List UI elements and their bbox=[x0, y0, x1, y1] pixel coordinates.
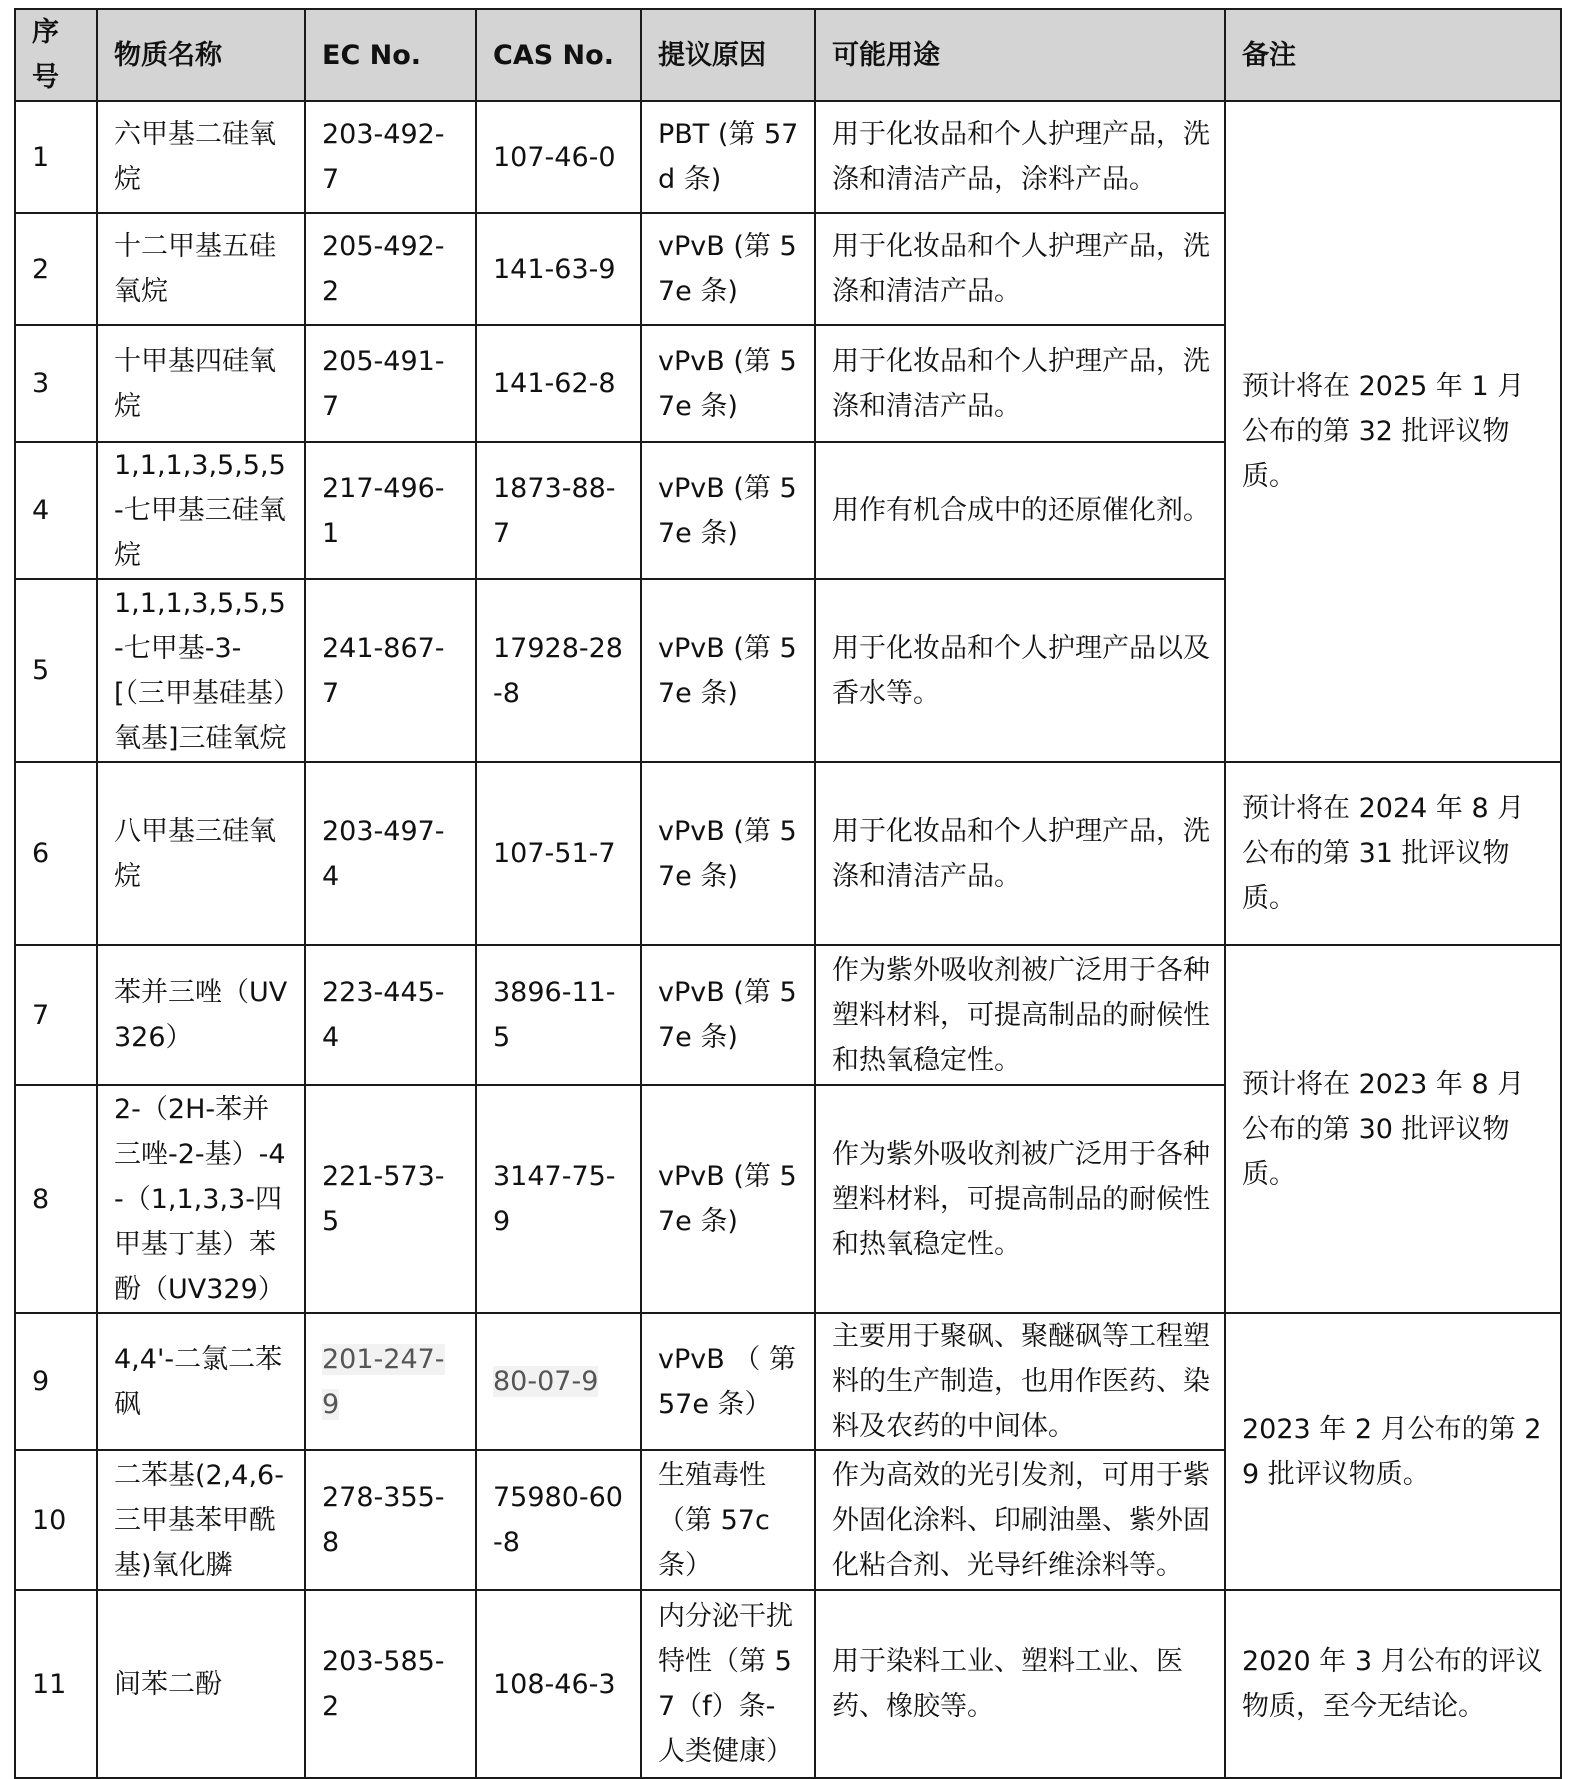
cas-number: 141-63-9 bbox=[476, 213, 641, 325]
row-number: 9 bbox=[15, 1313, 97, 1450]
header-no: 序号 bbox=[15, 9, 97, 101]
substance-name: 八甲基三硅氧烷 bbox=[97, 762, 305, 945]
row-number: 6 bbox=[15, 762, 97, 945]
possible-use: 主要用于聚砜、聚醚砜等工程塑料的生产制造，也用作医药、染料及农药的中间体。 bbox=[815, 1313, 1225, 1450]
substance-name: 苯并三唑（UV326） bbox=[97, 945, 305, 1085]
table-row bbox=[15, 1313, 1561, 1450]
cas-number: 107-51-7 bbox=[476, 762, 641, 945]
ec-number: 241-867-7 bbox=[305, 579, 476, 762]
ec-number: 203-492-7 bbox=[305, 101, 476, 213]
substance-name: 间苯二酚 bbox=[97, 1590, 305, 1778]
proposal-reason: vPvB (第 57e 条) bbox=[641, 579, 815, 762]
possible-use: 用作有机合成中的还原催化剂。 bbox=[815, 442, 1225, 579]
table-row bbox=[15, 945, 1561, 1085]
proposal-reason: vPvB (第 57e 条) bbox=[641, 325, 815, 442]
row-number: 5 bbox=[15, 579, 97, 762]
header-cas: CAS No. bbox=[476, 9, 641, 101]
cas-number-text: 80-07-9 bbox=[493, 1366, 599, 1397]
row-number: 1 bbox=[15, 101, 97, 213]
substance-name: 2-（2H-苯并三唑-2-基）-4-（1,1,3,3-四甲基丁基）苯酚（UV329） bbox=[97, 1085, 305, 1313]
cas-number: 141-62-8 bbox=[476, 325, 641, 442]
proposal-reason: vPvB (第 57e 条) bbox=[641, 442, 815, 579]
substance-name: 1,1,1,3,5,5,5-七甲基-3-[（三甲基硅基）氧基]三硅氧烷 bbox=[97, 579, 305, 762]
possible-use: 用于化妆品和个人护理产品，洗涤和清洁产品，涂料产品。 bbox=[815, 101, 1225, 213]
remark-cell: 预计将在 2024 年 8 月公布的第 31 批评议物质。 bbox=[1225, 762, 1561, 945]
row-number: 4 bbox=[15, 442, 97, 579]
possible-use: 作为紫外吸收剂被广泛用于各种塑料材料，可提高制品的耐候性和热氧稳定性。 bbox=[815, 1085, 1225, 1313]
ec-number bbox=[305, 1313, 476, 1450]
row-number: 10 bbox=[15, 1450, 97, 1590]
ec-number: 278-355-8 bbox=[305, 1450, 476, 1590]
possible-use: 作为高效的光引发剂，可用于紫外固化涂料、印刷油墨、紫外固化粘合剂、光导纤维涂料等。 bbox=[815, 1450, 1225, 1590]
row-number: 3 bbox=[15, 325, 97, 442]
possible-use: 用于化妆品和个人护理产品以及香水等。 bbox=[815, 579, 1225, 762]
row-number: 8 bbox=[15, 1085, 97, 1313]
substance-table bbox=[14, 8, 1562, 1779]
remark-cell: 2020 年 3 月公布的评议物质，至今无结论。 bbox=[1225, 1590, 1561, 1778]
ec-number-text: 201-247-9 bbox=[322, 1343, 445, 1420]
row-number: 7 bbox=[15, 945, 97, 1085]
proposal-reason: vPvB （ 第 57e 条） bbox=[641, 1313, 815, 1450]
cas-number: 108-46-3 bbox=[476, 1590, 641, 1778]
substance-name: 十二甲基五硅氧烷 bbox=[97, 213, 305, 325]
ec-number: 221-573-5 bbox=[305, 1085, 476, 1313]
cas-number: 75980-60-8 bbox=[476, 1450, 641, 1590]
cas-number: 1873-88-7 bbox=[476, 442, 641, 579]
remark-cell: 预计将在 2025 年 1 月公布的第 32 批评议物质。 bbox=[1225, 101, 1561, 762]
cas-number: 3147-75-9 bbox=[476, 1085, 641, 1313]
cas-number: 3896-11-5 bbox=[476, 945, 641, 1085]
proposal-reason: vPvB (第 57e 条) bbox=[641, 762, 815, 945]
ec-number: 205-491-7 bbox=[305, 325, 476, 442]
cas-number: 107-46-0 bbox=[476, 101, 641, 213]
ec-number: 203-497-4 bbox=[305, 762, 476, 945]
substance-name: 六甲基二硅氧烷 bbox=[97, 101, 305, 213]
possible-use: 用于化妆品和个人护理产品，洗涤和清洁产品。 bbox=[815, 213, 1225, 325]
table-row bbox=[15, 101, 1561, 213]
table-row bbox=[15, 1590, 1561, 1778]
ec-number: 217-496-1 bbox=[305, 442, 476, 579]
proposal-reason: PBT (第 57d 条) bbox=[641, 101, 815, 213]
proposal-reason: vPvB (第 57e 条) bbox=[641, 945, 815, 1085]
row-number: 2 bbox=[15, 213, 97, 325]
cas-number: 17928-28-8 bbox=[476, 579, 641, 762]
header-remark: 备注 bbox=[1225, 9, 1561, 101]
cas-number bbox=[476, 1313, 641, 1450]
header-reason: 提议原因 bbox=[641, 9, 815, 101]
ec-number: 203-585-2 bbox=[305, 1590, 476, 1778]
possible-use: 用于化妆品和个人护理产品，洗涤和清洁产品。 bbox=[815, 762, 1225, 945]
possible-use: 用于化妆品和个人护理产品，洗涤和清洁产品。 bbox=[815, 325, 1225, 442]
header-name: 物质名称 bbox=[97, 9, 305, 101]
remark-cell: 预计将在 2023 年 8 月公布的第 30 批评议物质。 bbox=[1225, 945, 1561, 1313]
proposal-reason: 生殖毒性（第 57c 条） bbox=[641, 1450, 815, 1590]
header-row bbox=[15, 9, 1561, 101]
row-number: 11 bbox=[15, 1590, 97, 1778]
substance-name: 4,4'-二氯二苯砜 bbox=[97, 1313, 305, 1450]
table-row bbox=[15, 762, 1561, 945]
header-use: 可能用途 bbox=[815, 9, 1225, 101]
possible-use: 用于染料工业、塑料工业、医药、橡胶等。 bbox=[815, 1590, 1225, 1778]
remark-cell: 2023 年 2 月公布的第 29 批评议物质。 bbox=[1225, 1313, 1561, 1590]
substance-name: 1,1,1,3,5,5,5-七甲基三硅氧烷 bbox=[97, 442, 305, 579]
possible-use: 作为紫外吸收剂被广泛用于各种塑料材料，可提高制品的耐候性和热氧稳定性。 bbox=[815, 945, 1225, 1085]
proposal-reason: 内分泌干扰特性（第 57（f）条-人类健康） bbox=[641, 1590, 815, 1778]
ec-number: 205-492-2 bbox=[305, 213, 476, 325]
substance-name: 二苯基(2,4,6-三甲基苯甲酰基)氧化膦 bbox=[97, 1450, 305, 1590]
ec-number: 223-445-4 bbox=[305, 945, 476, 1085]
substance-name: 十甲基四硅氧烷 bbox=[97, 325, 305, 442]
proposal-reason: vPvB (第 57e 条) bbox=[641, 1085, 815, 1313]
header-ec: EC No. bbox=[305, 9, 476, 101]
proposal-reason: vPvB (第 57e 条) bbox=[641, 213, 815, 325]
